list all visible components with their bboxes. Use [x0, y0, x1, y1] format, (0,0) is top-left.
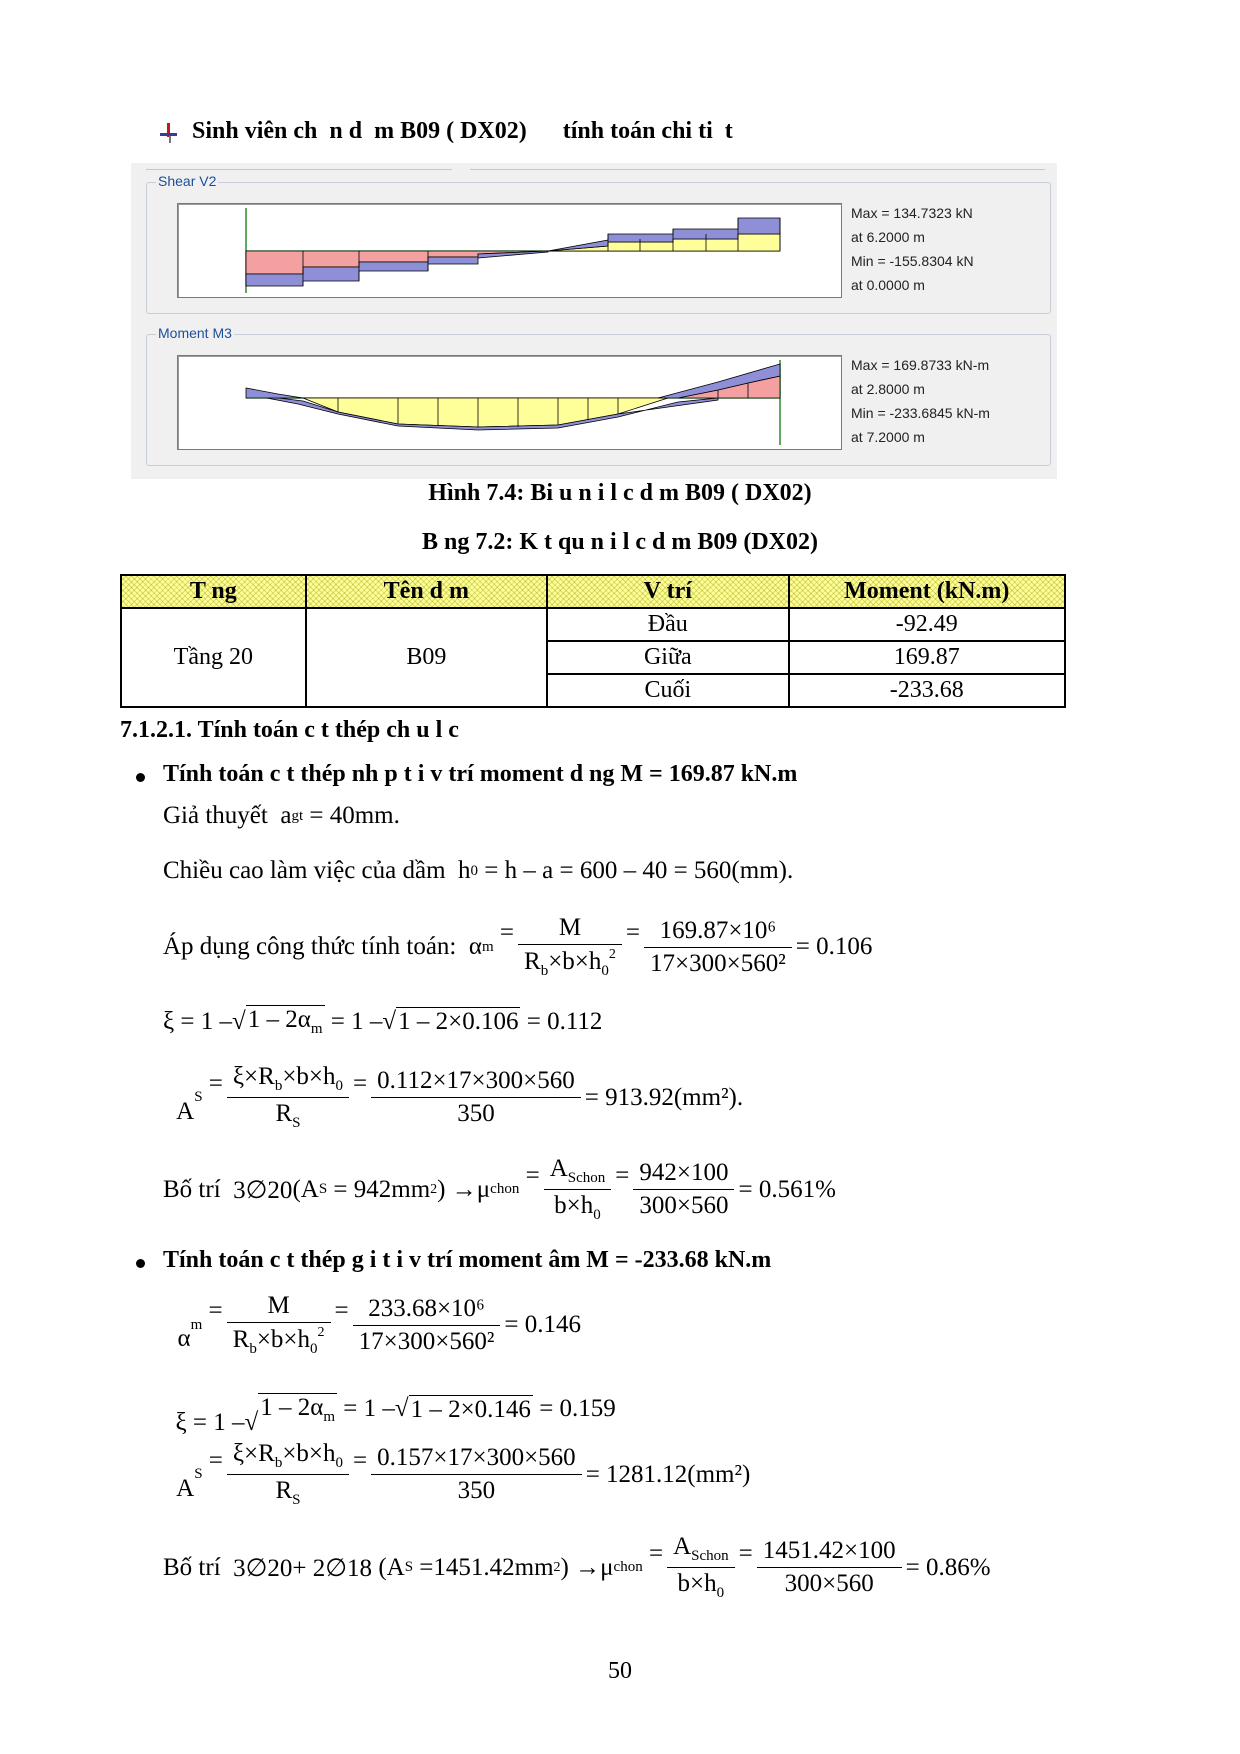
shear-plot	[177, 203, 842, 298]
header-beam: Tên d m	[306, 575, 547, 608]
shear-title: Shear V2	[158, 173, 217, 189]
apply-text: Áp dụng công thức tính toán:	[163, 933, 457, 960]
alpha-num-2: M	[227, 1292, 331, 1323]
panel-divider	[470, 163, 1045, 170]
header-position: V trí	[547, 575, 788, 608]
assume-var: a	[280, 802, 292, 829]
alpha-num2: 169.87×10⁶	[644, 917, 792, 948]
shear-min-at: at 0.0000 m	[851, 277, 925, 293]
bullet-heading-1: Tính toán c t thép nh p t i v trí moment d ng M = 169.87 kN.m	[163, 761, 798, 787]
xi-line-2: ξ = 1 –√ $1 - 2\alpha_m$ = 1 –√ 1 – 2×0.146 = 0.159	[175, 1393, 616, 1436]
table-caption: B ng 7.2: K t qu n i l c d m B09 (DX02)	[421, 529, 819, 555]
alpha-num: M	[518, 914, 622, 945]
moment-min-at: at 7.2000 m	[851, 429, 925, 445]
mu-den2: 300×560	[639, 1192, 729, 1219]
cell-moment: -233.68	[789, 674, 1065, 707]
moment-diagram	[178, 356, 841, 449]
as-den2: 350	[457, 1100, 495, 1127]
moment-max: Max = 169.8733 kN-m	[851, 357, 990, 373]
alpha-den2-2: 17×300×560²	[358, 1327, 495, 1355]
as-den2-2: 350	[457, 1477, 496, 1504]
panel-divider	[146, 163, 452, 170]
as-res-2: = 1281.12(mm²)	[585, 1460, 751, 1488]
layout-text: Bố trí	[163, 1175, 221, 1203]
pin-icon	[158, 122, 180, 144]
section-title: Sinh viên ch n d m B09 ( DX02) tính toán chi ti t	[192, 118, 733, 144]
shear-max: Max = 134.7323 kN	[851, 205, 973, 221]
assume-line	[163, 802, 400, 830]
header-floor: T ng	[121, 575, 306, 608]
alpha-res-2: = 0.146	[504, 1311, 581, 1338]
shear-max-at: at 6.2000 m	[851, 229, 925, 245]
assume-sub: gt	[291, 807, 304, 824]
layout-text-2: Bố trí	[163, 1553, 221, 1581]
layout-bars: 3∅20	[233, 1176, 293, 1204]
alpha-num2-2: 233.68×10⁶	[353, 1295, 501, 1326]
as-num2: 0.112×17×300×560	[371, 1067, 581, 1098]
layout-bars-2: 3∅20+ 2∅18	[233, 1554, 373, 1582]
as-num2-2: 0.157×17×300×560	[371, 1444, 582, 1475]
xi-in1: 1 – 2α	[247, 1006, 311, 1033]
cell-beam: B09	[306, 608, 547, 707]
xi-pre: ξ = 1 –	[163, 1007, 232, 1035]
assume-text: Giả thuyết	[163, 802, 268, 829]
result-table	[120, 574, 1066, 708]
moment-negative-envelope	[246, 388, 303, 398]
assume-val: = 40mm.	[309, 802, 400, 829]
table-row	[121, 608, 1065, 641]
xi-res: = 0.112	[520, 1007, 603, 1035]
mu-res-2: = 0.86%	[905, 1553, 991, 1581]
moment-plot	[177, 355, 842, 450]
as-res: = 913.92(mm²).	[584, 1083, 744, 1111]
header-moment: Moment (kN.m)	[789, 575, 1065, 608]
mu-num2-2: 1451.42×100	[757, 1537, 902, 1568]
page-number: 50	[608, 1658, 632, 1684]
xi-mid: = 1 –	[324, 1007, 383, 1035]
table-header-row	[121, 575, 1065, 608]
height-expr: = h – a = 600 – 40 = 560(mm).	[484, 857, 794, 884]
cell-moment: -92.49	[789, 608, 1065, 641]
shear-min: Min = -155.8304 kN	[851, 253, 974, 269]
alpha-line-2: α m = $\frac{M}{R_b\times b\times h_0^2}$ = $\frac{\text{233.68×10⁶}}{\text{17×300×560²}}$ = 0.146	[177, 1292, 581, 1357]
cell-position: Cuối	[547, 674, 788, 707]
cell-position: Giữa	[547, 641, 788, 674]
bullet-dot	[136, 1259, 145, 1268]
alpha-den2: 17×300×560²	[650, 949, 786, 977]
mu-num2: 942×100	[633, 1159, 734, 1190]
figure-caption: Hình 7.4: Bi u n i l c d m B09 ( DX02)	[428, 480, 812, 506]
xi-in2: 1 – 2×0.106	[398, 1008, 519, 1035]
layout-line-1: Bố trí 3∅20 (A S = 942mm 2 ) →μ chon = $\frac{A_{Schon}}{b\times h_0}$ = $\frac{942\times 100}{300\times 560}$ = 0.561%	[163, 1155, 836, 1223]
as-line-1: A S = $\frac{\xi\times R_b\times b\times h_0}{R_S}$ = $\frac{0.112\times 17\times 300\times 560}{350}$ = 913.92(mm²).	[176, 1063, 744, 1131]
xi-in2-2: 1 – 2×0.146	[410, 1395, 531, 1423]
cell-floor: Tầng 20	[121, 608, 306, 707]
moment-max-at: at 2.8000 m	[851, 381, 925, 397]
mu-res: = 0.561%	[738, 1175, 836, 1203]
xi-res-2: = 0.159	[532, 1395, 616, 1422]
moment-title: Moment M3	[158, 325, 232, 341]
alpha-line-1: Áp dụng công thức tính toán: α m = $\frac{M}{R_b\times b\times h_0^2}$ = $\frac{\text{169.87×10⁶}}{\text{17×300×560²}}$ = 0.106	[163, 914, 873, 979]
alpha-res: = 0.106	[795, 933, 873, 960]
height-text: Chiều cao làm việc của dầm	[163, 857, 446, 884]
mu-den2-2: 300×560	[784, 1570, 874, 1597]
moment-min: Min = -233.6845 kN-m	[851, 405, 990, 421]
section-heading: 7.1.2.1. Tính toán c t thép ch u l c	[120, 717, 459, 743]
cell-moment: 169.87	[789, 641, 1065, 674]
height-line: Chiều cao làm việc của dầm h 0 = h – a = 600 – 40 = 560(mm).	[163, 857, 794, 884]
bullet-heading-2: Tính toán c t thép g i t i v trí moment âm M = -233.68 kN.m	[163, 1247, 772, 1273]
cell-position: Đầu	[547, 608, 788, 641]
bullet-dot	[136, 773, 145, 782]
layout-line-2: Bố trí 3∅20+ 2∅18 (A S =1451.42mm 2 ) →μ chon = $\frac{A_{Schon}}{b\times h_0}$ = $\frac{1451.42\times 100}{300\times 560}$ = 0.86%	[163, 1533, 991, 1601]
xi-line-1: ξ = 1 – √ $1 - 2\alpha_m$ = 1 – √ 1 – 2×0.106 = 0.112	[163, 1006, 603, 1037]
shear-diagram	[178, 204, 841, 297]
as-line-2: A S = $\frac{\xi\times R_b\times b\times h_0}{R_S}$ = $\frac{0.157\times 17\times 300\times 560}{350}$ = 1281.12(mm²)	[176, 1440, 751, 1508]
moment-positive-area	[303, 398, 668, 427]
